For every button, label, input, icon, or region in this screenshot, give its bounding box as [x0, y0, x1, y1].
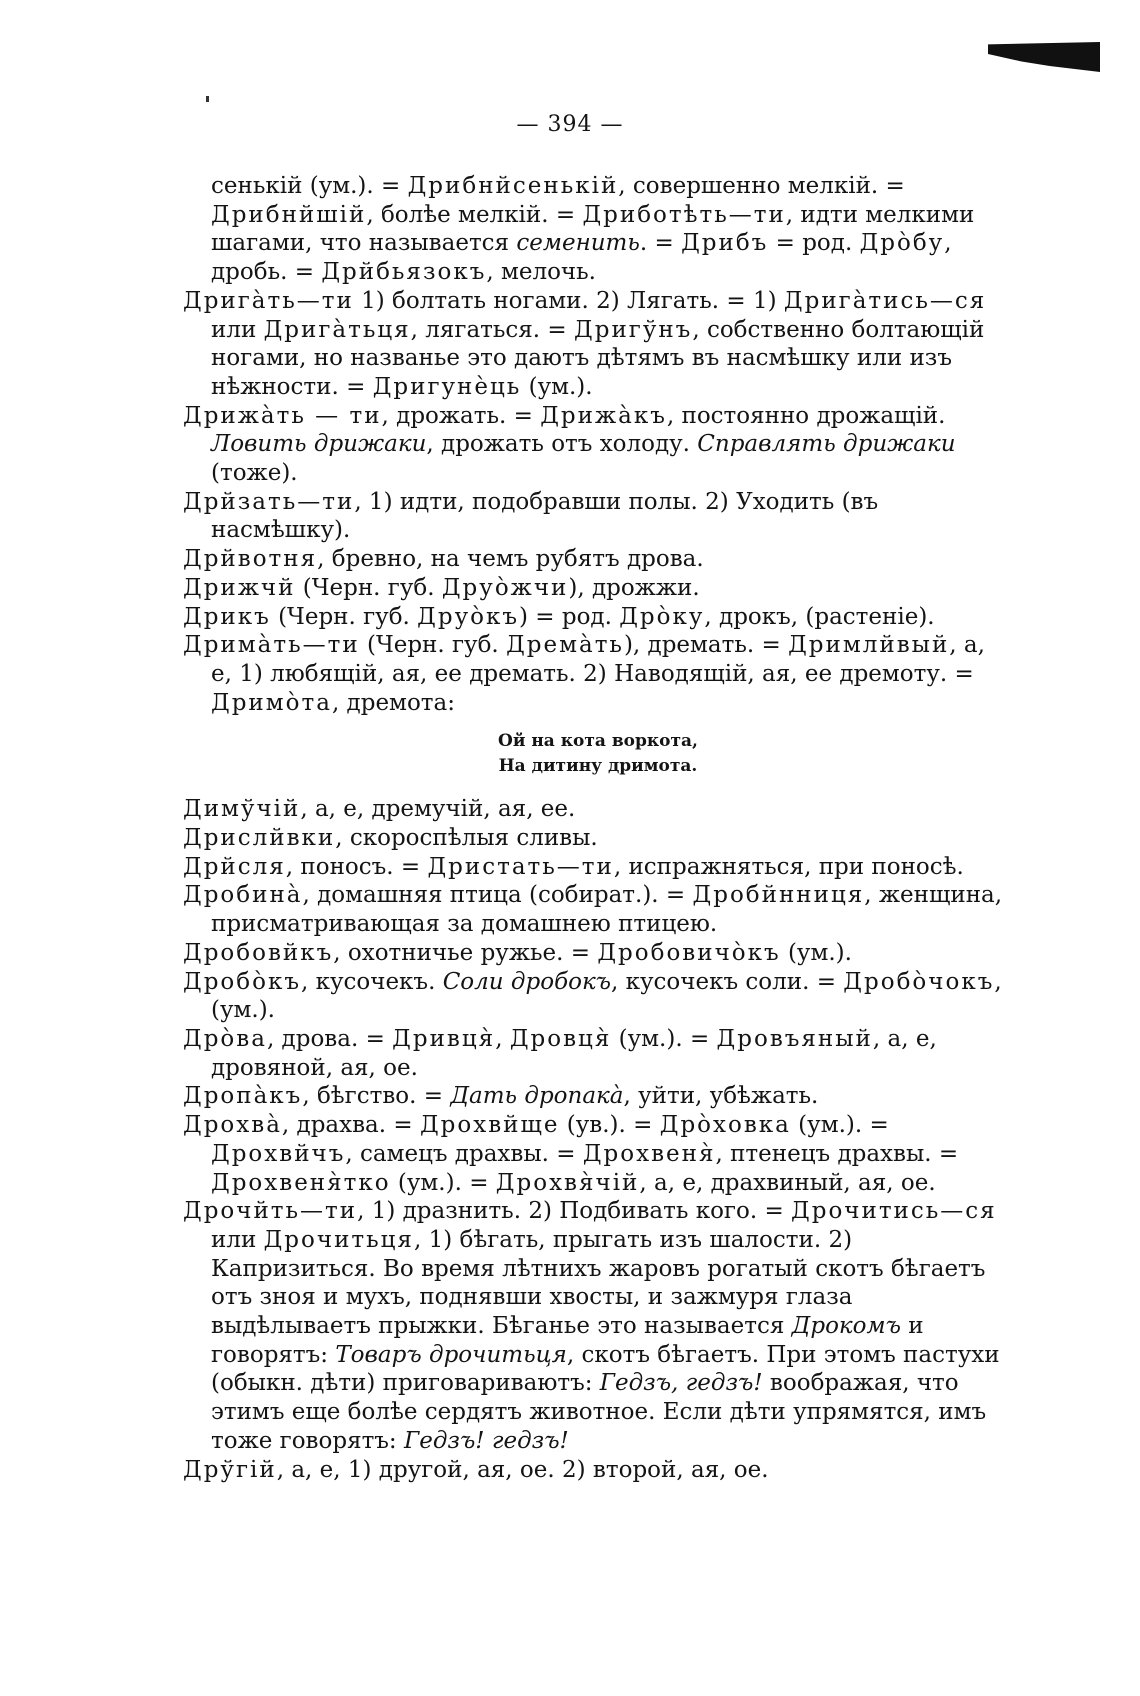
poem-line: Ой на кота воркота,	[498, 731, 698, 752]
definition-text: . =	[639, 230, 682, 257]
definition-text: (ум.). =	[390, 1169, 496, 1196]
headword: Дримлйвый	[788, 632, 950, 659]
dictionary-entry	[183, 1111, 1013, 1197]
definition-text: , дрокъ, (растеніе).	[704, 603, 935, 630]
headword: Дропàкъ	[183, 1083, 303, 1110]
dictionary-text	[183, 172, 1013, 1484]
example-phrase: Товаръ дрочитьця	[335, 1341, 567, 1368]
definition-text: ,	[495, 1025, 510, 1052]
definition-text: (Черн. губ.	[359, 632, 507, 659]
definition-text: , дрова. =	[266, 1025, 393, 1052]
definition-text: , дремота:	[331, 689, 455, 716]
headword: Дрислйвки	[183, 825, 336, 852]
headword: Дрйзать—ти	[183, 488, 355, 515]
headword: Дригàтьця	[263, 316, 411, 343]
headword: Дрохвеня̀	[582, 1140, 716, 1167]
definition-text: = род.	[768, 230, 860, 257]
headword: Дрòва	[183, 1025, 267, 1052]
headword: Дрочитьця	[263, 1226, 414, 1253]
dictionary-entry	[183, 853, 1013, 882]
definition-text: , бревно, на чемъ рубятъ дрова.	[317, 546, 704, 573]
headword: Дригàть—ти	[183, 287, 354, 314]
headword: Дрохвà	[183, 1112, 282, 1139]
headword: Друòжчи	[441, 574, 569, 601]
headword: Дрочйть—ти	[183, 1198, 358, 1225]
speck-mark	[206, 96, 209, 102]
headword: Дремàть	[506, 632, 624, 659]
headword: Дрòховка	[659, 1112, 791, 1139]
definition-text: , домашняя птица (собират.). =	[302, 882, 693, 909]
dictionary-entry	[183, 574, 1013, 603]
definition-text: (ум.).	[521, 373, 593, 400]
definition-text: воображая, что этимъ еще болѣе сердятъ животное. Если дѣти упрямятся, имъ тоже говорятъ:	[211, 1370, 987, 1454]
definition-text: , охотничье ружье. =	[333, 939, 598, 966]
headword: Дригàтись—ся	[783, 287, 987, 314]
dictionary-entry	[183, 1456, 1013, 1485]
dictionary-entry	[183, 631, 1013, 717]
definition-text: , дробь. =	[211, 230, 952, 286]
definition-text: (ув.). =	[559, 1112, 660, 1139]
definition-text: , скотъ бѣгаетъ. При этомъ пастухи (обыкн. дѣти) приговариваютъ:	[211, 1341, 1000, 1397]
definition-text: 1) болтать ногами. 2) Лягать. = 1)	[353, 287, 784, 314]
example-phrase: Ловить дрижаки	[211, 431, 427, 458]
definition-text: , дрожать. =	[381, 402, 541, 429]
definition-text: , самецъ драхвы. =	[345, 1140, 583, 1167]
headword: Дровъяный	[716, 1025, 873, 1052]
dictionary-entry	[183, 287, 1013, 402]
definition-text: , болѣе мелкій. =	[366, 201, 583, 228]
dictionary-entry	[183, 1082, 1013, 1111]
dictionary-entry	[183, 172, 1013, 287]
definition-text: , поносъ. =	[285, 853, 428, 880]
headword: Дрохвйще	[419, 1112, 560, 1139]
entries-block-1	[183, 172, 1013, 717]
headword: Дрòбу	[859, 230, 945, 257]
definition-text: , 1) идти, подобравши полы. 2) Уходить (въ насмѣшку).	[211, 488, 879, 544]
definition-text: или	[211, 316, 264, 343]
headword: Дробòчокъ	[843, 968, 995, 995]
headword: Дробовйкъ	[183, 939, 334, 966]
definition-text: , испражняться, при поносѣ.	[613, 853, 964, 880]
definition-text: , бѣгство. =	[302, 1083, 451, 1110]
headword: Дробовичòкъ	[597, 939, 781, 966]
dictionary-entry	[183, 545, 1013, 574]
headword: Дриботѣть—ти	[582, 201, 786, 228]
headword: Дробйнниця	[692, 882, 865, 909]
definition-text: , мелочь.	[486, 259, 596, 286]
example-phrase: Справлять дрижаки	[697, 431, 956, 458]
definition-text: сенькій (ум.). =	[211, 173, 408, 199]
headword: Дрочитись—ся	[791, 1198, 997, 1225]
definition-text: и говорятъ:	[211, 1313, 924, 1368]
definition-text: , драхва. =	[281, 1112, 420, 1139]
definition-text: , лягаться. =	[410, 316, 575, 343]
definition-text: , а, е, дровяной, ая, ое.	[211, 1025, 937, 1081]
dictionary-entry	[183, 824, 1013, 853]
example-phrase: Гедзъ! гедзъ!	[404, 1427, 569, 1454]
headword: Дрохвя̀чій	[495, 1169, 640, 1196]
definition-text: , идти мелкими шагами, что называется	[211, 201, 975, 257]
definition-text: , постоянно дрожащій.	[666, 402, 946, 429]
headword: Дримòта	[211, 689, 332, 716]
headword: Дрибнйсенькій	[407, 173, 619, 199]
headword: Дрохвйчъ	[211, 1140, 346, 1167]
poem-line: На дитину дримота.	[498, 756, 698, 777]
headword: Дрижàть — ти	[183, 402, 382, 429]
definition-text: , 1) дразнить. 2) Подбивать кого. =	[357, 1198, 792, 1225]
definition-text: (тоже).	[211, 460, 298, 487]
example-phrase: Дрокомъ	[791, 1313, 901, 1340]
headword: Дробòкъ	[183, 968, 301, 995]
dictionary-entry	[183, 488, 1013, 545]
headword: Дробинà	[183, 882, 303, 909]
definition-text: , совершенно мелкій. =	[618, 173, 905, 199]
definition-text: (Черн. губ.	[295, 574, 442, 601]
page-number: — 394 —	[516, 112, 624, 137]
dictionary-entry	[183, 939, 1013, 968]
definition-text: , (ум.).	[211, 968, 1002, 1024]
definition-text: , женщина, присматривающая за домашнею птицею.	[211, 882, 1003, 938]
headword: Дрòку	[619, 603, 705, 630]
dictionary-entry	[183, 968, 1013, 1025]
poem-quote	[183, 729, 1013, 779]
definition-text: , кусочекъ.	[300, 968, 443, 995]
headword: Дрижчй	[183, 574, 296, 601]
definition-text: ), дремать. =	[623, 632, 789, 659]
headword: Дрйсля	[183, 853, 286, 880]
entries-block-2	[183, 795, 1013, 1484]
definition-text: ) = род.	[518, 603, 620, 630]
definition-text: , а, е, драхвиный, ая, ое.	[639, 1169, 936, 1196]
headword: Дрйбьязокъ	[321, 259, 487, 286]
headword: Дрўгій	[183, 1456, 277, 1483]
ink-blot	[988, 42, 1100, 72]
definition-text: или	[211, 1226, 264, 1253]
example-phrase: Дать дропакà	[450, 1083, 624, 1110]
headword: Дровця̀	[509, 1025, 612, 1052]
headword: Дригунèць	[372, 373, 522, 400]
definition-text: ), дрожжи.	[568, 574, 700, 601]
headword: Дрибъ	[681, 230, 769, 257]
definition-text: , а, е, 1) любящій, ая, ее дремать. 2) Наводящій, ая, ее дремоту. =	[211, 632, 985, 687]
dictionary-entry	[183, 402, 1013, 488]
dictionary-entry	[183, 1197, 1013, 1455]
definition-text: , а, е, дремучій, ая, ее.	[300, 796, 576, 823]
definition-text: , собственно болтающій ногами, но названье это даютъ дѣтямъ въ насмѣшку или изъ нѣжности. =	[211, 316, 985, 400]
headword: Димўчій	[183, 796, 301, 823]
definition-text: , птенецъ драхвы. =	[715, 1140, 959, 1167]
headword: Дрикъ	[183, 603, 271, 630]
example-phrase: семенить	[516, 230, 640, 257]
example-phrase: Гедзъ, гедзъ!	[599, 1370, 763, 1397]
definition-text: , а, е, 1) другой, ая, ое. 2) второй, ая, ое.	[276, 1456, 769, 1483]
dictionary-entry	[183, 795, 1013, 824]
definition-text: (Черн. губ.	[270, 603, 418, 630]
headword: Дривця̀	[392, 1025, 496, 1052]
headword: Дрйвотня	[183, 546, 318, 573]
definition-text: (ум.). =	[790, 1112, 889, 1139]
dictionary-entry	[183, 881, 1013, 938]
headword: Друòкъ	[417, 603, 519, 630]
headword: Дристать—ти	[427, 853, 614, 880]
definition-text: , скороспѣлыя сливы.	[335, 825, 598, 852]
headword: Дригўнъ	[574, 316, 693, 343]
headword: Дримàть—ти	[183, 632, 360, 659]
definition-text: (ум.). =	[611, 1025, 717, 1052]
headword: Дрохвеня̀тко	[211, 1169, 391, 1196]
dictionary-entry	[183, 603, 1013, 632]
dictionary-entry	[183, 1025, 1013, 1082]
definition-text: (ум.).	[780, 939, 852, 966]
definition-text: , 1) бѣгать, прыгать изъ шалости. 2) Капризиться. Во время лѣтнихъ жаровъ рогатый скотъ бѣгаетъ отъ зноя и мухъ, поднявши хвосты, и зажмуря глаза выдѣлываетъ прыжки. Бѣганье это называется	[211, 1226, 986, 1340]
headword: Дрибнйшій	[211, 201, 367, 228]
definition-text: , дрожать отъ холоду.	[426, 431, 698, 458]
headword: Дрижàкъ	[540, 402, 667, 429]
definition-text: , кусочекъ соли. =	[611, 968, 844, 995]
definition-text: , уйти, убѣжать.	[623, 1083, 819, 1110]
example-phrase: Соли дробокъ	[442, 968, 612, 995]
